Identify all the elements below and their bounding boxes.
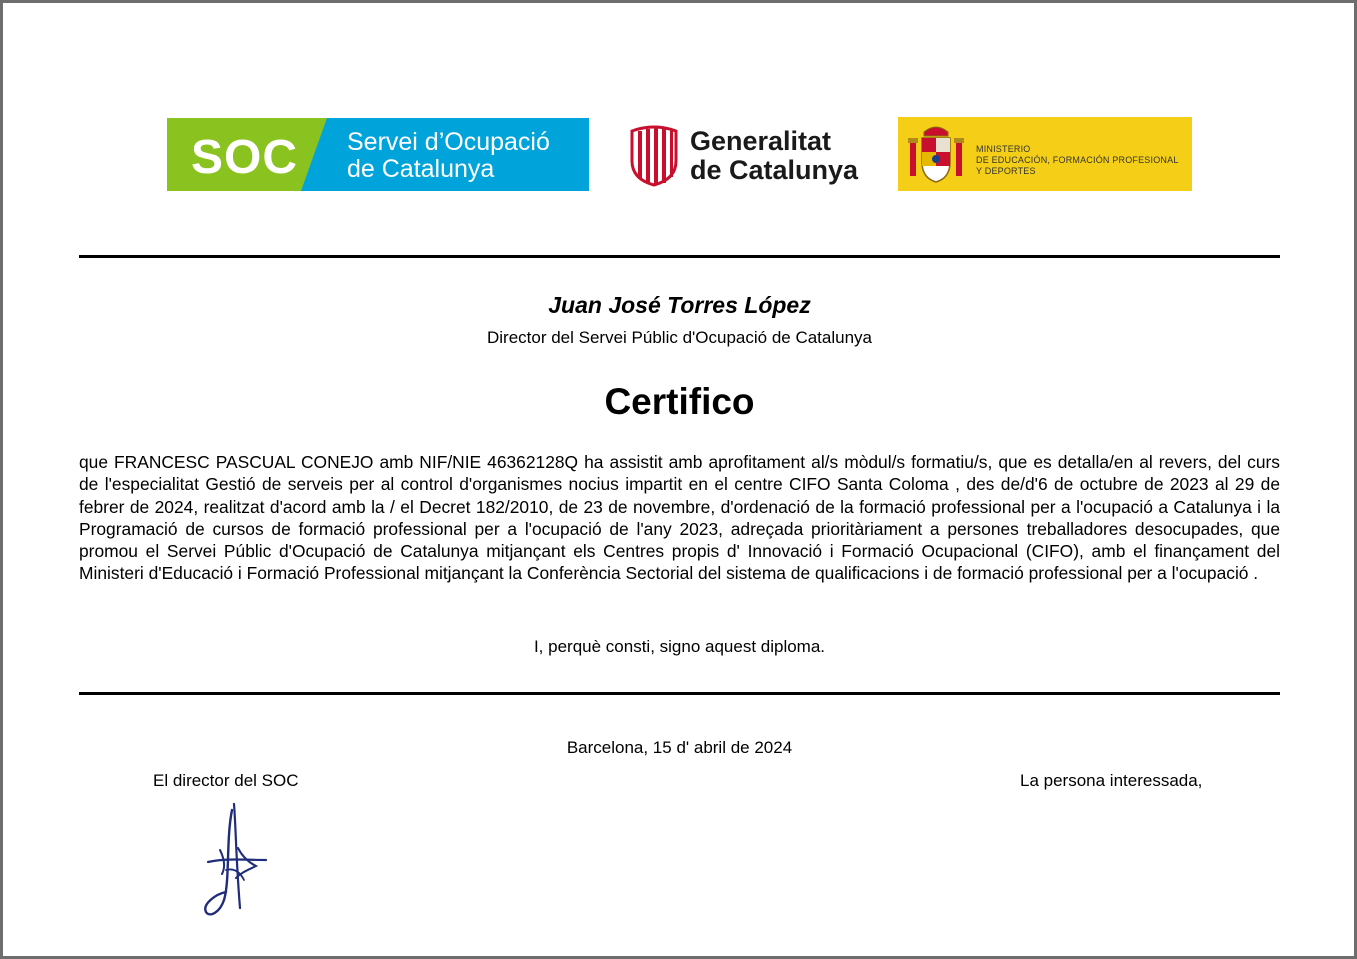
place-date: Barcelona, 15 d' abril de 2024 <box>566 738 793 757</box>
soc-logo <box>167 118 589 191</box>
bottom-divider <box>79 692 1280 695</box>
certificate-body: que FRANCESC PASCUAL CONEJO amb NIF/NIE 46362128Q ha assistit amb aprofitament al/s mòdul/s formatiu/s, que es detalla/en al revers, del curs de l'especialitat Gestió de serveis per al control d'organismes nocius impartit en el centre CIFO Santa Coloma , des de/d'6 de octubre de 2023 al 29 de febrer de 2024, realitzat d'acord amb la / el Decret 182/2010, de 23 de novembre, d'ordenació de la formació professional per a l'ocupació a Catalunya i la Programació de cursos de formació professional per a l'ocupació de l'any 2023, adreçada prioritàriament a persones treballadores desocupades, que promou el Servei Públic d'Ocupació de Catalunya mitjançant els Centres propis d' Innovació i Formació Ocupacional (CIFO), amb el finançament del Ministeri d'Educació i Formació Professional mitjançant la Conferència Sectorial del sistema de qualificacions i de formació professional per a l'ocupació . <box>79 452 1280 584</box>
top-divider <box>79 255 1280 258</box>
certificate-closing: I, perquè consti, signo aquest diploma. <box>533 637 826 656</box>
director-title: Director del Servei Públic d'Ocupació de Catalunya <box>487 328 872 347</box>
ministerio-logo-name: MINISTERIO DE EDUCACIÓN, FORMACIÓN PROFESIONAL Y DEPORTES <box>976 144 1179 176</box>
director-name: Juan José Torres López <box>548 292 811 318</box>
generalitat-emblem-icon <box>628 125 680 187</box>
right-signatory-label: La persona interessada, <box>1020 771 1203 790</box>
spain-coat-of-arms-icon <box>906 122 966 186</box>
left-signatory-label: El director del SOC <box>153 771 299 790</box>
ministerio-logo <box>898 117 1192 191</box>
soc-logo-name: Servei d’Ocupació de Catalunya <box>347 128 550 183</box>
soc-logo-acronym: SOC <box>191 131 299 184</box>
generalitat-logo <box>628 124 868 188</box>
director-signature-icon <box>196 800 276 925</box>
certificate-heading: Certifico <box>604 381 755 422</box>
generalitat-logo-name: Generalitat de Catalunya <box>690 126 859 185</box>
